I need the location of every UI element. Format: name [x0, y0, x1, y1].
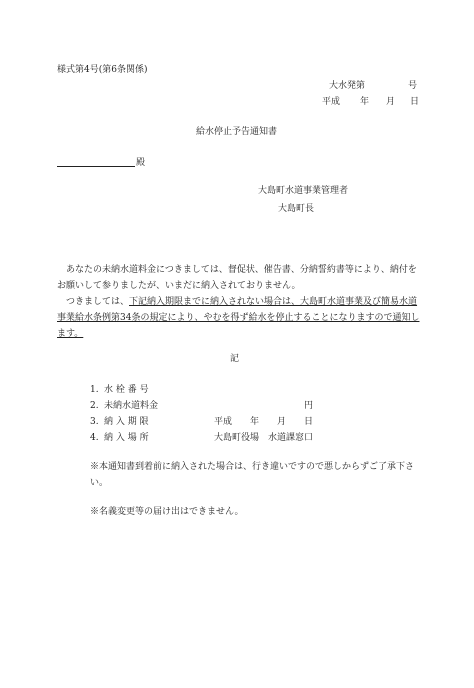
date-year-unit: 年: [360, 97, 370, 107]
note-early-payment: ※本通知書到着前に納入された場合は、行き違いですので悪しからずご了承下さい。: [90, 462, 415, 488]
body-paragraph-2: [57, 294, 421, 342]
item-value-right: 円: [304, 401, 314, 411]
date-era: 平成: [322, 97, 341, 107]
item-value: 大島町役場 水道課窓口: [214, 433, 314, 443]
issuer-title: 大島町水道事業管理者: [258, 186, 349, 196]
body-paragraph-2-start: つきましては、: [66, 297, 130, 307]
item-number: 3.: [90, 417, 99, 427]
addressee-honorific: 殿: [136, 158, 146, 168]
issuer-name: 大島町長: [278, 204, 315, 214]
list-item: [90, 382, 350, 398]
doc-number-suffix: 号: [408, 81, 418, 91]
ki-heading: 記: [230, 354, 240, 364]
item-number: 2.: [90, 401, 99, 411]
form-number: 様式第4号(第6条関係): [57, 65, 148, 75]
item-value: 平成 年 月 日: [214, 417, 314, 427]
item-number: 4.: [90, 433, 99, 443]
item-list: [90, 382, 350, 446]
doc-number-label: 大水発第: [329, 81, 366, 91]
item-label: 納 入 期 限: [104, 417, 149, 427]
item-label: 納 入 場 所: [104, 433, 149, 443]
item-number: 1.: [90, 385, 99, 395]
note-name-change: ※名義変更等の届け出はできません。: [90, 507, 244, 517]
list-item: [90, 398, 350, 414]
list-item: [90, 430, 350, 446]
item-label: 水 栓 番 号: [104, 385, 149, 395]
body-paragraph-1-text: あなたの未納水道料金につきましては、督促状、催告書、分納誓約書等により、納付をお願いして参りましたが、いまだに納入されておりません。: [57, 265, 417, 291]
body-paragraph-2-underlined: 下記納入期限までに納入されない場合は、大島町水道事業及び簡易水道事業給水条例第34条の規定により、やむを得ず給水を停止することになりますので通知します。: [57, 297, 420, 339]
date-month-unit: 月: [386, 97, 396, 107]
addressee-blank-line: [57, 166, 135, 167]
list-item: [90, 414, 350, 430]
document-title: 給水停止予告通知書: [196, 127, 278, 137]
body-paragraph-1: [57, 262, 421, 294]
date-day-unit: 日: [410, 97, 420, 107]
item-label: 未納水道料金: [104, 401, 159, 411]
